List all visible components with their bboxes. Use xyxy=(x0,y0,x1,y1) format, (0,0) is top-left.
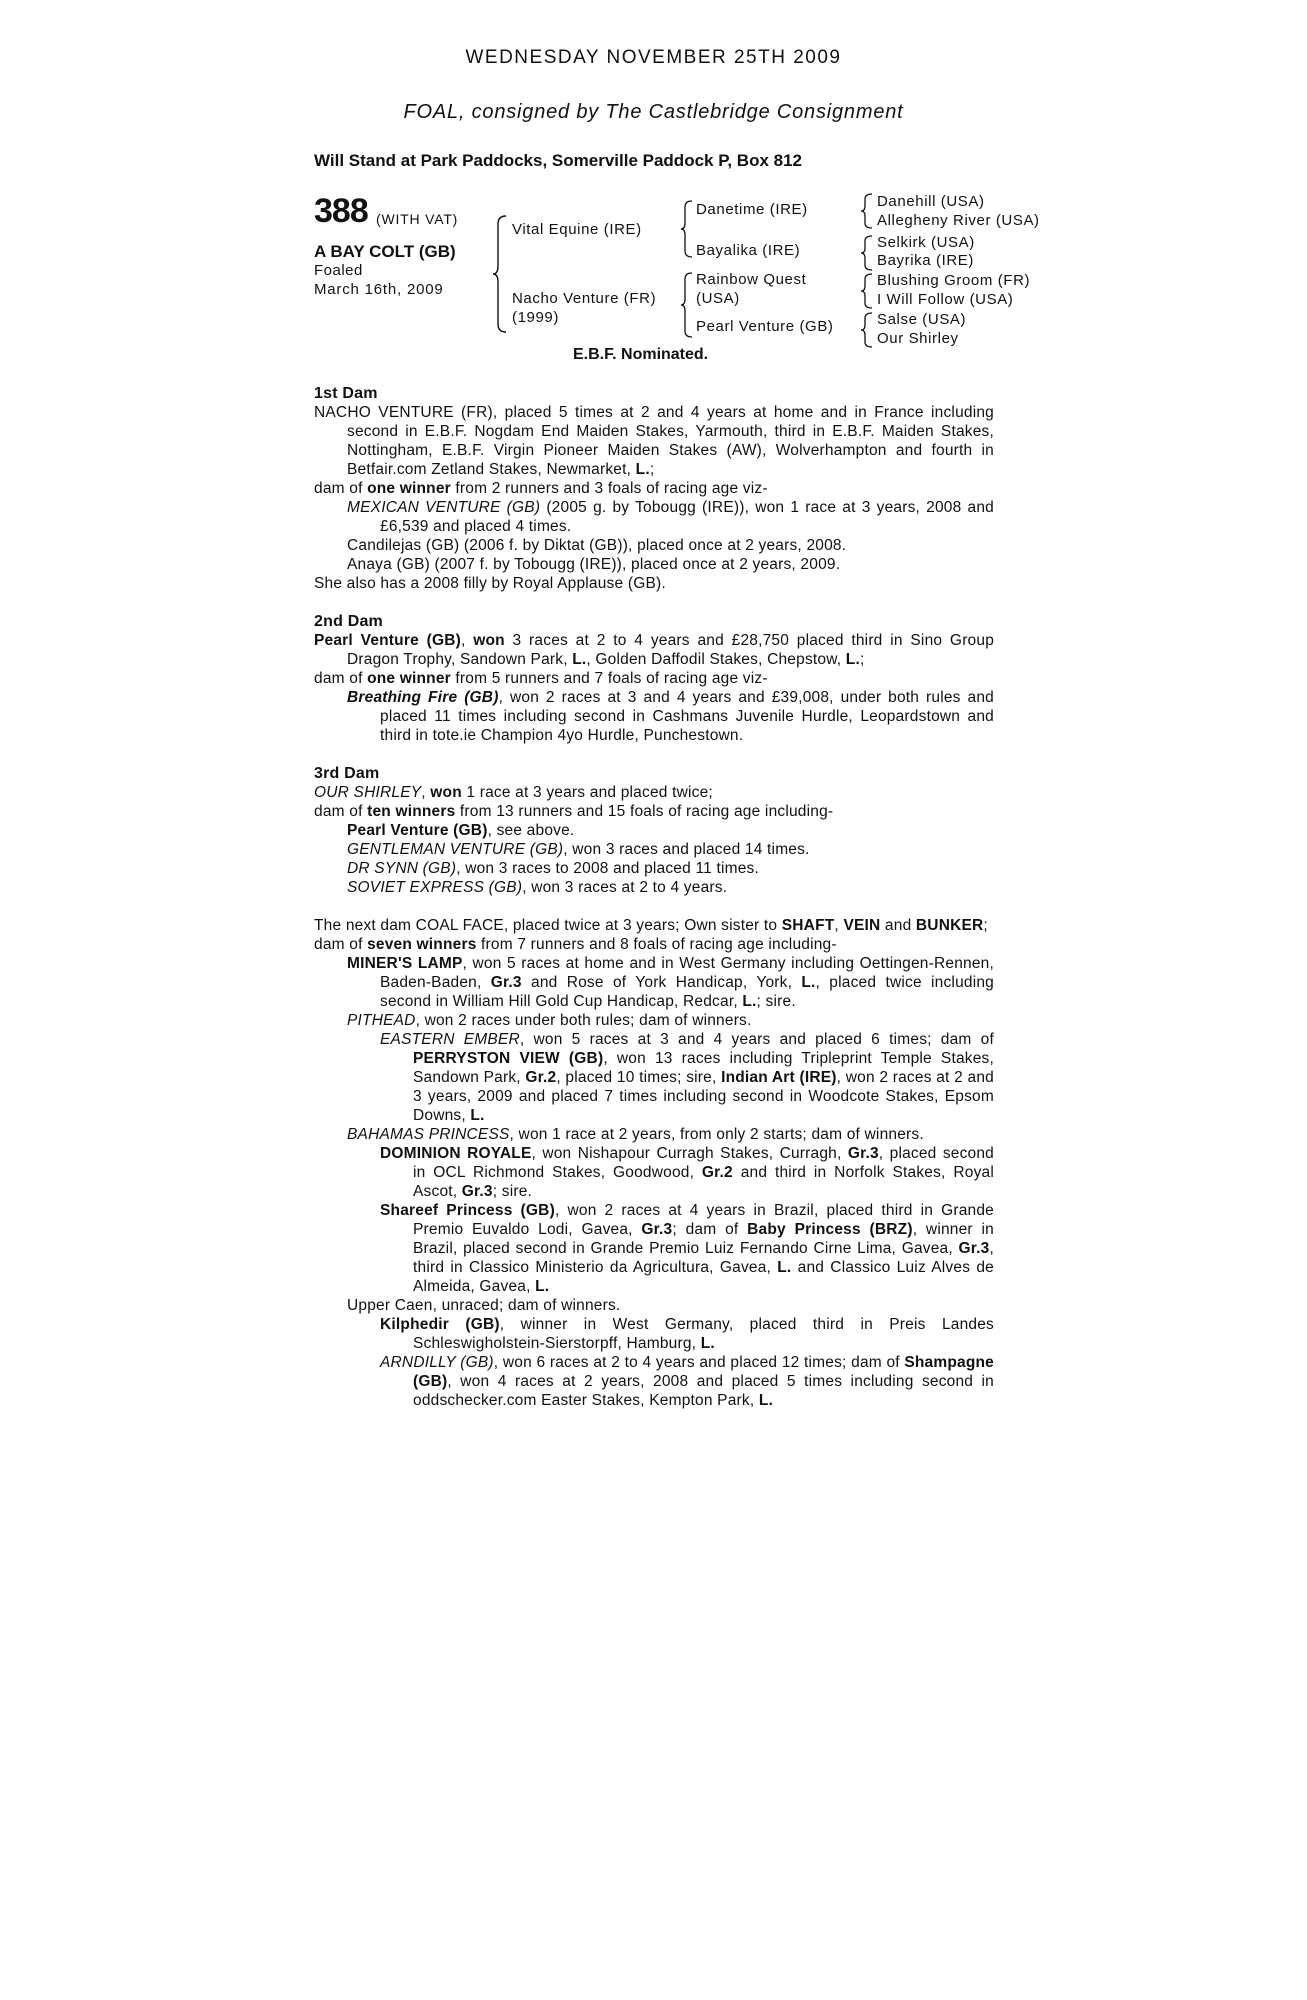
pedigree-brace-dd xyxy=(860,312,874,348)
next-dam-grandfoal-eastern-ember: EASTERN EMBER, won 5 races at 3 and 4 years and placed 6 times; dam of PERRYSTON VIEW (GB), won 13 races including Tripleprint Temple Stakes, Sandown Park, Gr.2, placed 10 times; sire, Indian Art (IRE), won 2 races at 2 and 3 years, 2009 and placed 7 times including second in Woodcote Stakes, Epsom Downs, L. xyxy=(380,1031,994,1124)
third-dam-produce-summary: dam of ten winners from 13 runners and 15 foals of racing age including- xyxy=(314,803,834,820)
next-dam-foal-pithead: PITHEAD, won 2 races under both rules; dam of winners. xyxy=(347,1012,752,1029)
catalogue-body xyxy=(314,384,994,1410)
pedigree-brace-main xyxy=(492,215,508,333)
next-dam-record: The next dam COAL FACE, placed twice at 3 years; Own sister to SHAFT, VEIN and BUNKER; xyxy=(314,917,988,934)
first-dam-produce-summary: dam of one winner from 2 runners and 3 foals of racing age viz- xyxy=(314,480,768,497)
pedigree-brace-sire xyxy=(680,200,694,258)
next-dam-grandfoal-dominion-royale: DOMINION ROYALE, won Nishapour Curragh Stakes, Curragh, Gr.3, placed second in OCL Richmond Stakes, Goodwood, Gr.2 and third in Norfolk Stakes, Royal Ascot, Gr.3; sire. xyxy=(380,1145,994,1200)
pedigree-sire-sire: Danetime (IRE) xyxy=(696,201,808,218)
pedigree-ssd: Allegheny River (USA) xyxy=(877,212,1040,229)
second-dam-heading: 2nd Dam xyxy=(314,613,383,630)
sale-date: WEDNESDAY NOVEMBER 25TH 2009 xyxy=(465,47,842,68)
next-dam-produce-summary: dam of seven winners from 7 runners and 8 foals of racing age including- xyxy=(314,936,837,953)
pedigree-sds: Selkirk (USA) xyxy=(877,234,975,251)
pedigree-sdd: Bayrika (IRE) xyxy=(877,252,974,269)
foaled-date: March 16th, 2009 xyxy=(314,281,444,298)
next-dam-grandfoal-arndilly: ARNDILLY (GB), won 6 races at 2 to 4 years and placed 12 times; dam of Shampagne (GB), won 4 races at 2 years, 2008 and placed 5 times including second in oddschecker.com Easter Stakes, Kempton Park, L. xyxy=(380,1354,994,1409)
second-dam-produce-summary: dam of one winner from 5 runners and 7 foals of racing age viz- xyxy=(314,670,768,687)
third-dam-foal-4: SOVIET EXPRESS (GB), won 3 races at 2 to 4 years. xyxy=(347,879,728,896)
second-dam-record: Pearl Venture (GB), won 3 races at 2 to 4 years and £28,750 placed third in Sino Group Dragon Trophy, Sandown Park, L., Golden Daffodil Stakes, Chepstow, L.; xyxy=(314,632,995,668)
third-dam-heading: 3rd Dam xyxy=(314,765,380,782)
consignment-line: FOAL, consigned by The Castlebridge Consignment xyxy=(403,101,904,123)
third-dam-record: OUR SHIRLEY, won 1 race at 3 years and placed twice; xyxy=(314,784,713,801)
third-dam-foal-1: Pearl Venture (GB), see above. xyxy=(347,822,575,839)
pedigree-dss: Blushing Groom (FR) xyxy=(877,272,1031,289)
pedigree-sire: Vital Equine (IRE) xyxy=(512,221,642,238)
third-dam-foal-2: GENTLEMAN VENTURE (GB), won 3 races and placed 14 times. xyxy=(347,841,810,858)
foaled-label: Foaled xyxy=(314,262,363,279)
first-dam-note: She also has a 2008 filly by Royal Applause (GB). xyxy=(314,575,666,592)
next-dam-foal-miners-lamp: MINER'S LAMP, won 5 races at home and in West Germany including Oettingen-Rennen, Baden-Baden, Gr.3 and Rose of York Handicap, York, L., placed twice including second in William Hill Gold Cup Handicap, Redcar, L.; sire. xyxy=(347,955,994,1010)
third-dam-foal-3: DR SYNN (GB), won 3 races to 2008 and placed 11 times. xyxy=(347,860,759,877)
horse-name: A BAY COLT (GB) xyxy=(314,242,456,261)
pedigree-dam-year: (1999) xyxy=(512,309,559,326)
vat-note: (WITH VAT) xyxy=(376,211,459,227)
pedigree-brace-sd xyxy=(860,235,874,271)
second-dam-foal-1: Breathing Fire (GB), won 2 races at 3 and 4 years and £39,008, under both rules and placed 11 times including second in Cashmans Juvenile Hurdle, Leopardstown and third in tote.ie Champion 4yo Hurdle, Punchestown. xyxy=(347,689,994,744)
first-dam-foal-1: MEXICAN VENTURE (GB) (2005 g. by Tobougg (IRE)), won 1 race at 3 years, 2008 and £6,539 and placed 4 times. xyxy=(347,499,995,535)
pedigree-ddd: Our Shirley xyxy=(877,330,959,347)
stand-location: Will Stand at Park Paddocks, Somerville Paddock P, Box 812 xyxy=(314,151,803,170)
next-dam-foal-bahamas-princess: BAHAMAS PRINCESS, won 1 race at 2 years, from only 2 starts; dam of winners. xyxy=(347,1126,924,1143)
first-dam-record: NACHO VENTURE (FR), placed 5 times at 2 and 4 years at home and in France including second in E.B.F. Nogdam End Maiden Stakes, Yarmouth, third in E.B.F. Maiden Stakes, Nottingham, E.B.F. Virgin Pioneer Maiden Stakes (AW), Wolverhampton and fourth in Betfair.com Zetland Stakes, Newmarket, L.; xyxy=(314,404,994,478)
pedigree-dds: Salse (USA) xyxy=(877,311,967,328)
first-dam-foal-2: Candilejas (GB) (2006 f. by Diktat (GB)), placed once at 2 years, 2008. xyxy=(347,537,847,554)
next-dam-grandfoal-kilphedir: Kilphedir (GB), winner in West Germany, placed third in Preis Landes Schleswigholstein-Sierstorpff, Hamburg, L. xyxy=(380,1316,994,1352)
pedigree-dam-sire-line1: Rainbow Quest xyxy=(696,271,807,288)
next-dam-grandfoal-shareef-princess: Shareef Princess (GB), won 2 races at 4 years in Brazil, placed third in Grande Premio Euvaldo Lodi, Gavea, Gr.3; dam of Baby Princess (BRZ), winner in Brazil, placed second in Grande Premio Luiz Fernando Cirne Lima, Gavea, Gr.3, third in Classico Ministerio da Agricultura, Gavea, L. and Classico Luiz Alves de Almeida, Gavea, L. xyxy=(380,1202,994,1295)
pedigree-dam: Nacho Venture (FR) xyxy=(512,290,657,307)
pedigree-brace-dam xyxy=(680,272,694,338)
pedigree-dam-dam: Pearl Venture (GB) xyxy=(696,318,834,335)
first-dam-foal-3: Anaya (GB) (2007 f. by Tobougg (IRE)), placed once at 2 years, 2009. xyxy=(347,556,841,573)
pedigree-sire-dam: Bayalika (IRE) xyxy=(696,242,801,259)
next-dam-foal-upper-caen: Upper Caen, unraced; dam of winners. xyxy=(347,1297,621,1314)
first-dam-heading: 1st Dam xyxy=(314,385,378,402)
pedigree-dam-sire-line2: (USA) xyxy=(696,290,740,307)
lot-number: 388 xyxy=(314,192,368,230)
ebf-nominated: E.B.F. Nominated. xyxy=(573,346,709,363)
pedigree-brace-ds xyxy=(860,273,874,309)
pedigree-sss: Danehill (USA) xyxy=(877,193,985,210)
pedigree-brace-ss xyxy=(860,193,874,229)
pedigree-dsd: I Will Follow (USA) xyxy=(877,291,1014,308)
